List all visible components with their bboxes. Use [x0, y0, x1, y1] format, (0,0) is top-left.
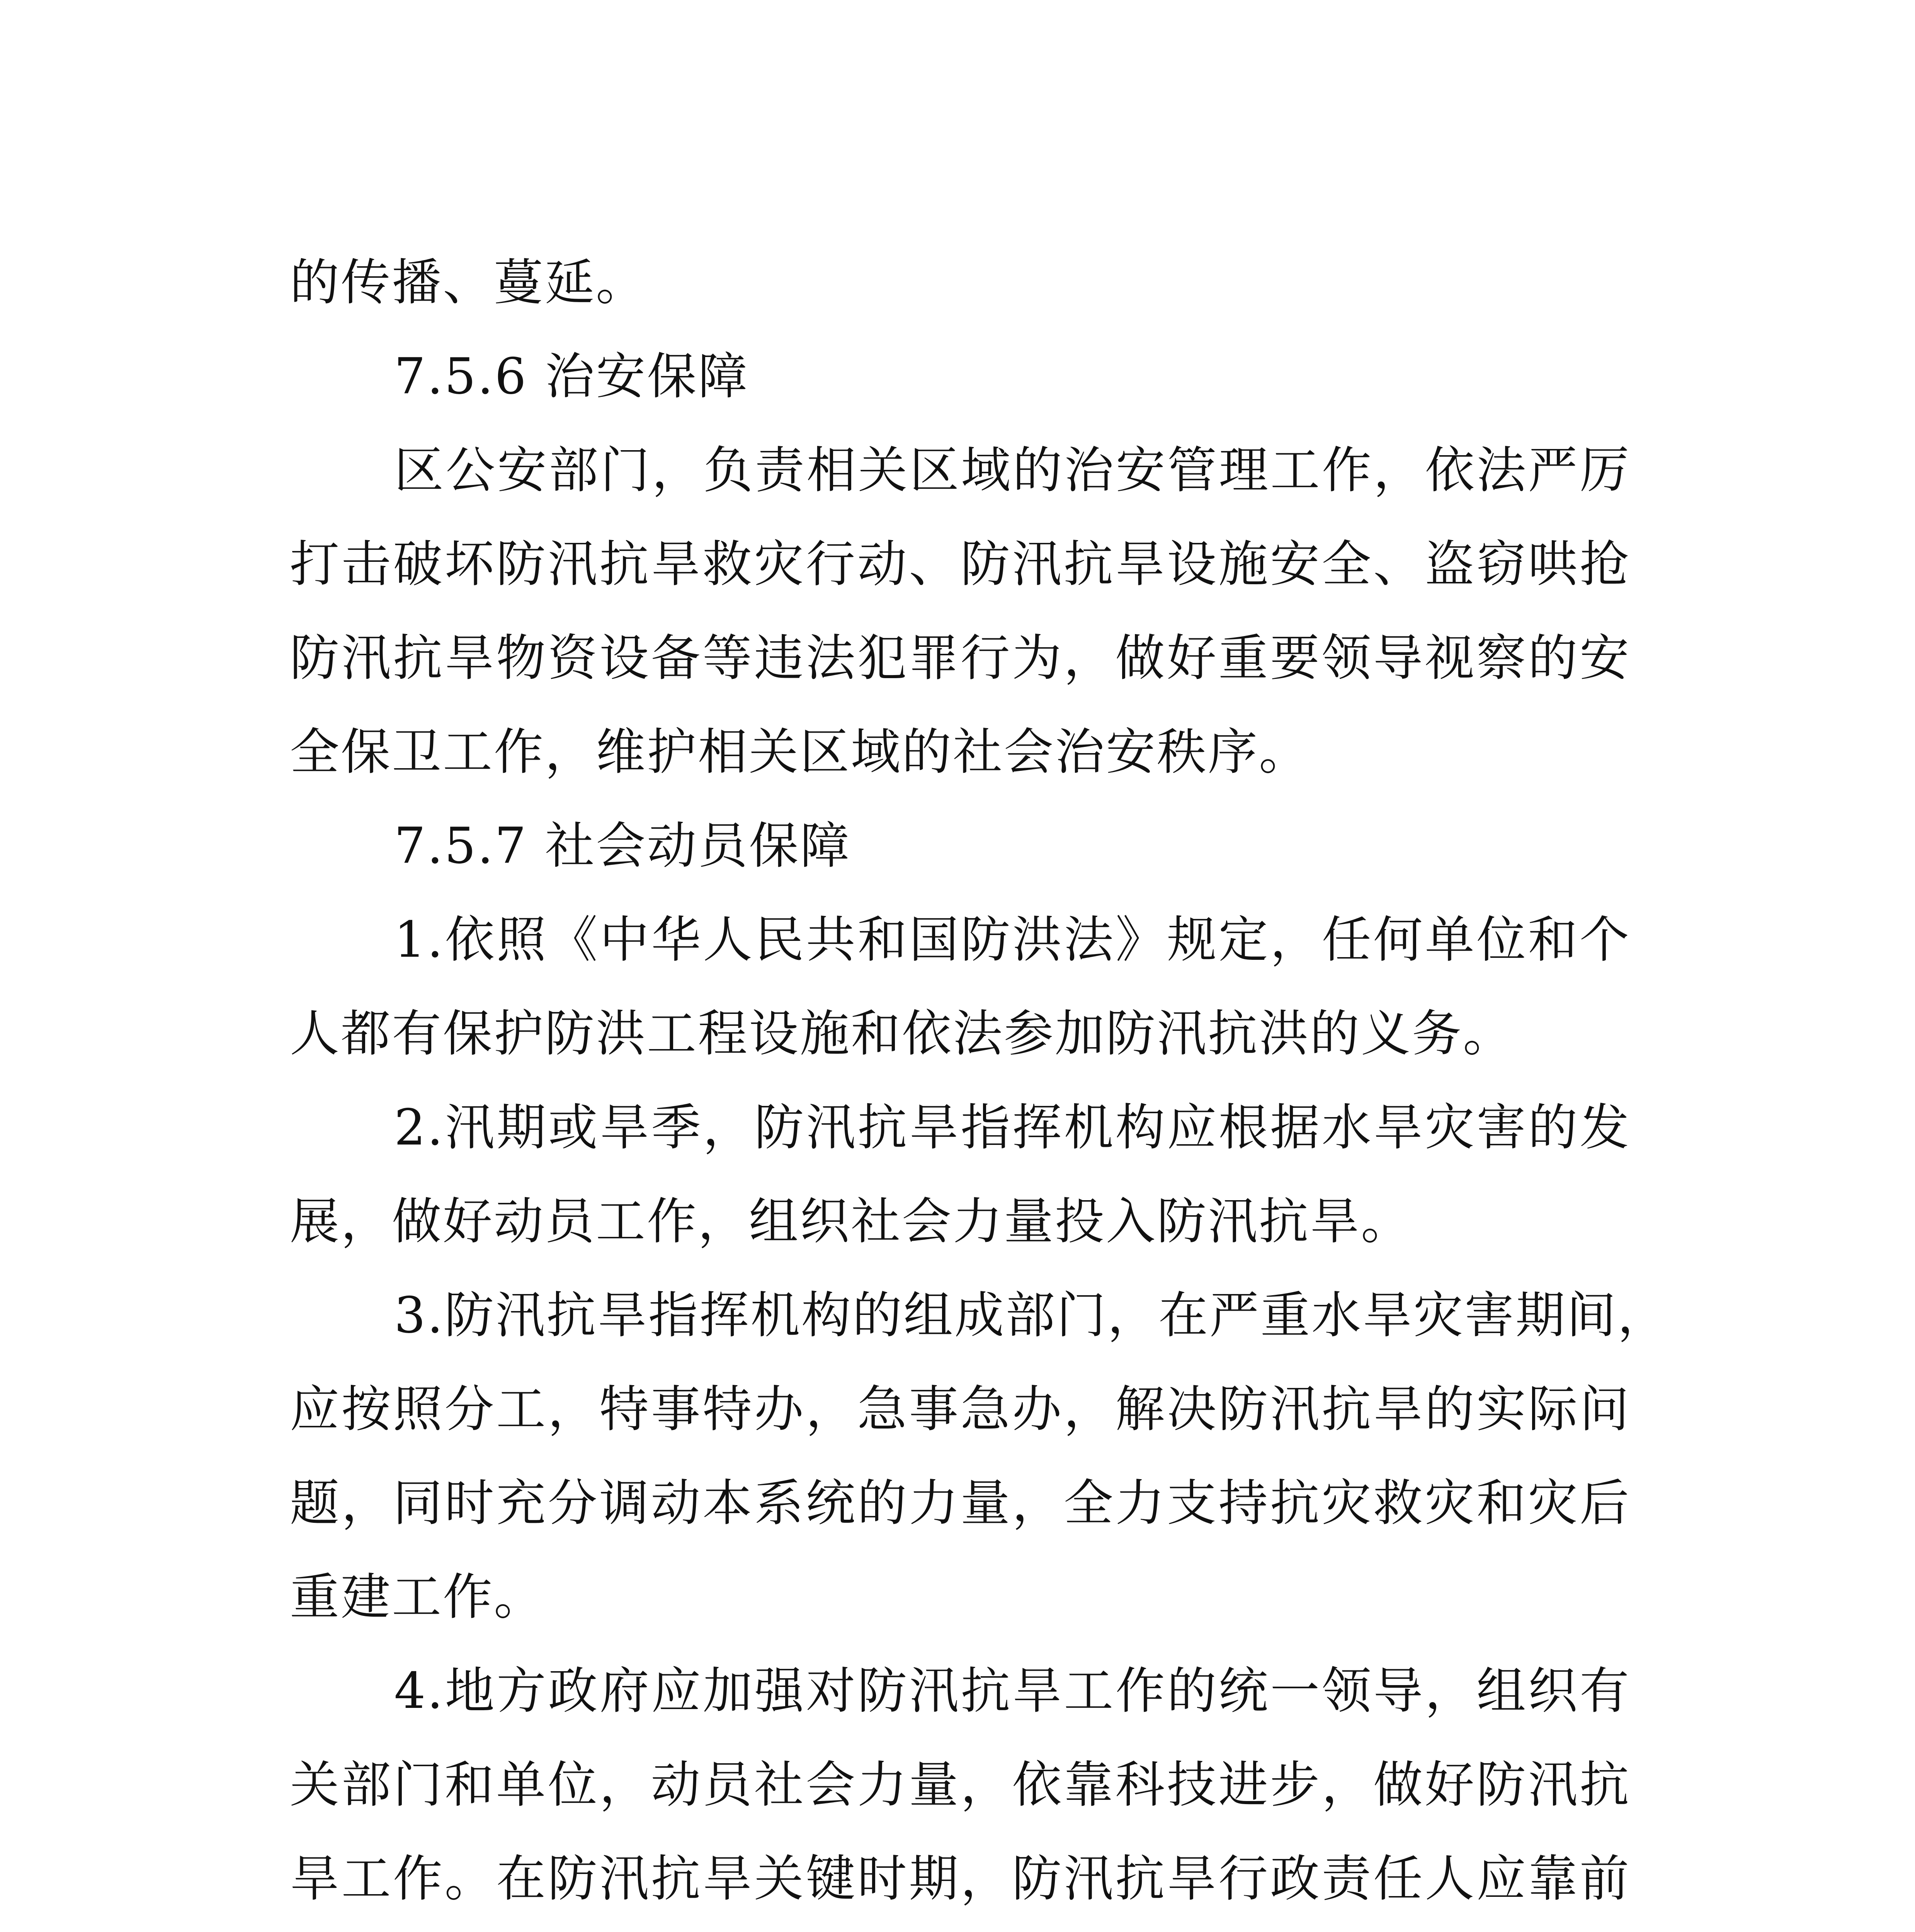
paragraph-line: 2.汛期或旱季，防汛抗旱指挥机构应根据水旱灾害的发	[394, 1099, 1631, 1156]
paragraph-line: 题，同时充分调动本系统的力量，全力支持抗灾救灾和灾后	[290, 1475, 1631, 1532]
paragraph-line: 3.防汛抗旱指挥机构的组成部门，在严重水旱灾害期间，	[394, 1287, 1669, 1344]
document-body	[290, 236, 1669, 1932]
paragraph-line	[290, 1926, 1631, 1932]
section-heading: 7.5.7 社会动员保障	[394, 817, 851, 875]
paragraph-line: 应按照分工，特事特办，急事急办，解决防汛抗旱的实际问	[290, 1381, 1631, 1438]
paragraph-line: 1.依照《中华人民共和国防洪法》规定，任何单位和个	[394, 911, 1631, 969]
paragraph-line: 防汛抗旱物资设备等违法犯罪行为，做好重要领导视察的安	[290, 629, 1631, 687]
paragraph-line: 区公安部门，负责相关区域的治安管理工作，依法严厉	[394, 442, 1631, 499]
paragraph-line: 4.地方政府应加强对防汛抗旱工作的统一领导，组织有	[394, 1662, 1631, 1720]
paragraph-line: 旱工作。在防汛抗旱关键时期，防汛抗旱行政责任人应靠前	[290, 1850, 1631, 1908]
paragraph-line: 全保卫工作，维护相关区域的社会治安秩序。	[290, 723, 1310, 781]
paragraph-line: 关部门和单位，动员社会力量，依靠科技进步，做好防汛抗	[290, 1756, 1631, 1814]
paragraph-line: 的传播、蔓延。	[290, 254, 647, 311]
paragraph-line: 打击破坏防汛抗旱救灾行动、防汛抗旱设施安全、盗窃哄抢	[290, 536, 1631, 593]
paragraph-line: 展，做好动员工作，组织社会力量投入防汛抗旱。	[290, 1193, 1412, 1250]
paragraph-line: 人都有保护防洪工程设施和依法参加防汛抗洪的义务。	[290, 1005, 1514, 1063]
section-heading: 7.5.6 治安保障	[394, 348, 749, 405]
paragraph-line: 重建工作。	[290, 1568, 545, 1626]
